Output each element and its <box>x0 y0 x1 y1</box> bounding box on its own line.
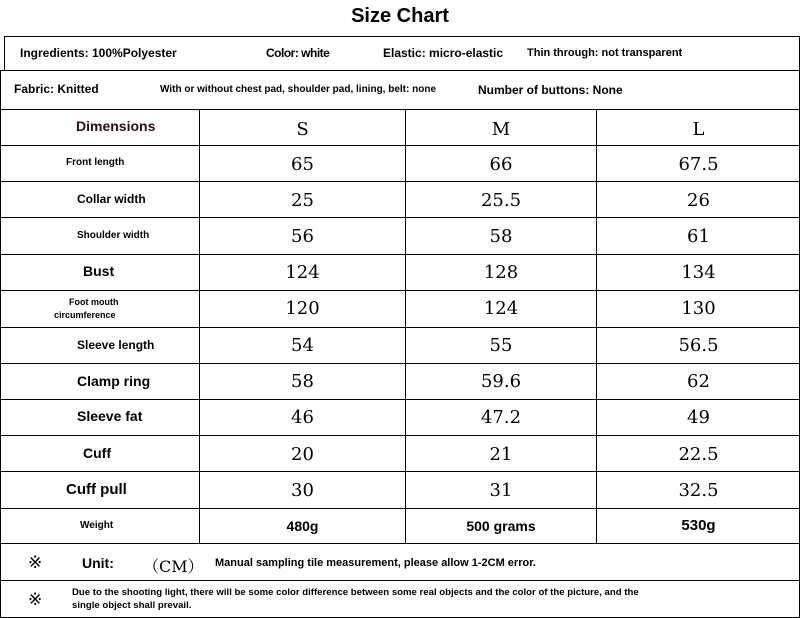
row-label-front-length: Front length <box>66 157 125 168</box>
elastic-text: Elastic: micro-elastic <box>383 46 504 60</box>
cell-weight-s: 480g <box>286 518 319 534</box>
cell-cuff-pull-m: 31 <box>489 480 513 501</box>
note-mark-icon-2: ※ <box>28 590 43 610</box>
cell-sleeve-length-m: 55 <box>489 335 513 356</box>
cell-sleeve-length-l: 56.5 <box>678 335 719 356</box>
row-label-bust: Bust <box>83 263 115 279</box>
cell-shoulder-width-s: 56 <box>291 226 314 247</box>
cell-front-length-l: 67.5 <box>678 154 719 175</box>
row-label-clamp-ring: Clamp ring <box>77 373 151 389</box>
cell-cuff-s: 20 <box>291 444 314 465</box>
grid-line-h11 <box>0 508 800 509</box>
row-label-circumference: circumference <box>54 310 116 320</box>
grid-line-h7 <box>0 363 800 364</box>
cell-collar-width-s: 25 <box>291 190 314 211</box>
row-label-sleeve-length: Sleeve length <box>77 338 155 352</box>
row-label-cuff-pull: Cuff pull <box>66 481 127 498</box>
cell-cuff-l: 22.5 <box>678 444 719 465</box>
thin-through-text: Thin through: not transparent <box>527 47 683 59</box>
extras-text: With or without chest pad, shoulder pad, lining, belt: none <box>160 84 437 95</box>
buttons-text: Number of buttons: None <box>478 83 623 97</box>
cell-cuff-m: 21 <box>489 444 513 465</box>
cell-clamp-ring-m: 59.6 <box>480 371 522 392</box>
cell-shoulder-width-m: 58 <box>489 226 513 247</box>
cell-foot-mouth-m: 124 <box>483 298 519 319</box>
note-mark-icon: ※ <box>28 553 43 573</box>
color-text: Color: white <box>266 46 330 60</box>
grid-line-h3 <box>0 217 800 218</box>
cell-bust-m: 128 <box>483 262 519 283</box>
cell-foot-mouth-l: 130 <box>681 298 716 319</box>
page-title: Size Chart <box>351 5 449 27</box>
row-label-cuff: Cuff <box>83 445 111 461</box>
unit-value: （CM） <box>143 557 204 576</box>
cell-sleeve-length-s: 54 <box>291 335 314 356</box>
disclaimer-line-2: single object shall prevail. <box>72 600 192 611</box>
cell-collar-width-m: 25.5 <box>480 190 522 211</box>
grid-line-h4 <box>0 254 800 255</box>
cell-bust-l: 134 <box>681 262 716 283</box>
measurement-note: Manual sampling tile measurement, please allow 1-2CM error. <box>215 557 536 569</box>
cell-sleeve-fat-l: 49 <box>687 407 710 428</box>
header-size-m: M <box>491 119 511 140</box>
cell-sleeve-fat-s: 46 <box>291 407 314 428</box>
cell-collar-width-l: 26 <box>687 190 710 211</box>
cell-shoulder-width-l: 61 <box>687 226 710 247</box>
cell-foot-mouth-s: 120 <box>285 298 320 319</box>
cell-sleeve-fat-m: 47.2 <box>480 407 522 428</box>
grid-line-h1 <box>0 145 800 146</box>
cell-weight-l: 530g <box>681 517 716 534</box>
row-label-collar-width: Collar width <box>77 192 146 206</box>
header-size-l: L <box>692 119 705 140</box>
cell-front-length-s: 65 <box>291 154 314 175</box>
disclaimer-line-1: Due to the shooting light, there will be some color difference between some real objects and the color of the picture, and the <box>72 587 639 598</box>
grid-line-h10 <box>0 471 800 472</box>
cell-weight-m: 500 grams <box>466 518 536 534</box>
grid-line-h9 <box>0 435 800 436</box>
cell-cuff-pull-l: 32.5 <box>678 480 719 501</box>
cell-clamp-ring-l: 62 <box>687 371 710 392</box>
row-label-sleeve-fat: Sleeve fat <box>77 408 143 424</box>
cell-bust-s: 124 <box>285 262 320 283</box>
cell-clamp-ring-s: 58 <box>291 371 314 392</box>
grid-line-h6 <box>0 327 800 328</box>
unit-label: Unit: <box>82 555 114 571</box>
row-label-shoulder-width: Shoulder width <box>77 230 150 241</box>
row-label-weight: Weight <box>80 520 114 531</box>
cell-front-length-m: 66 <box>489 154 513 175</box>
ingredients-text: Ingredients: 100%Polyester <box>20 46 177 60</box>
grid-line-h2 <box>0 181 800 182</box>
grid-line-h5 <box>0 290 800 291</box>
header-dimensions: Dimensions <box>76 118 156 134</box>
row-label-foot-mouth: Foot mouth <box>69 297 119 307</box>
cell-cuff-pull-s: 30 <box>291 480 314 501</box>
color-disclaimer <box>0 580 800 618</box>
grid-line-h8 <box>0 399 800 400</box>
header-size-s: S <box>296 119 309 140</box>
fabric-text: Fabric: Knitted <box>14 82 99 96</box>
